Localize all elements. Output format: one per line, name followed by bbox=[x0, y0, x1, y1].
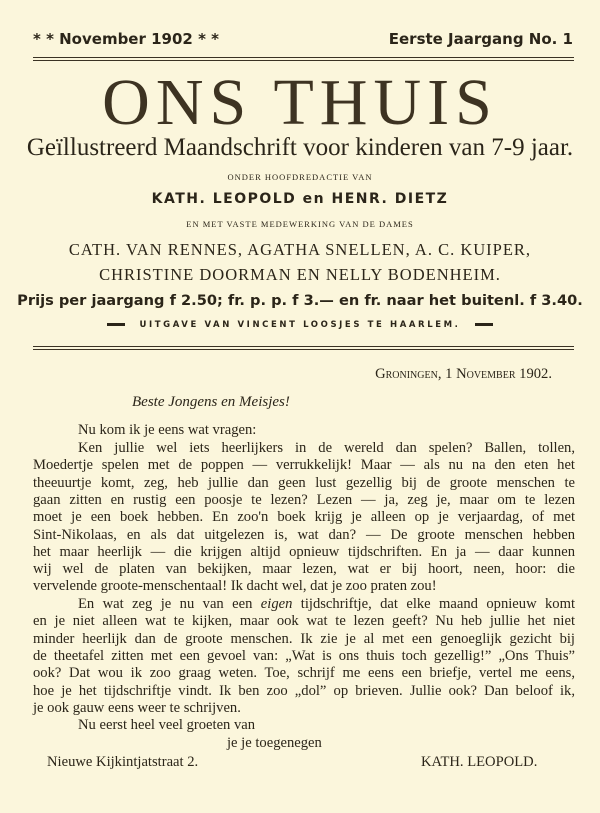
letter-line: Sint-Nikolaas, en als dat uitgelezen is, wat dan? — De groote menschen hebben bbox=[33, 527, 575, 543]
letter-line: je ook gauw eens weer te schrijven. bbox=[33, 700, 241, 716]
letter-line: Ken jullie wel iets heerlijkers in de wereld dan spelen? Ballen, tollen, bbox=[78, 440, 575, 456]
subscription-price: Prijs per jaargang f 2.50; fr. p. p. f 3.— en fr. naar het buitenl. f 3.40. bbox=[17, 292, 583, 309]
dash-ornament bbox=[475, 323, 493, 326]
publication-title: ONS THUIS bbox=[102, 66, 498, 139]
letter-line bbox=[78, 596, 575, 613]
salutation: Beste Jongens en Meisjes! bbox=[132, 394, 290, 410]
text: En wat zeg je nu van een bbox=[78, 596, 253, 612]
letter-line: en je niet alleen wat te kijken, maar ook wat te lezen geeft? Nu heb jullie het niet bbox=[33, 613, 575, 629]
publisher-text: UITGAVE VAN VINCENT LOOSJES TE HAARLEM. bbox=[139, 320, 461, 330]
top-double-rule bbox=[33, 57, 574, 61]
closing: je je toegenegen bbox=[227, 735, 322, 751]
editors-label: ONDER HOOFDREDACTIE VAN bbox=[227, 172, 373, 182]
place-date: Groningen, 1 November 1902. bbox=[375, 366, 552, 382]
volume-number: Eerste Jaargang No. 1 bbox=[388, 30, 573, 48]
letter-line: minder heerlijk dan de groote menschen. Ik zie je al met een genoeglijk gezicht bij bbox=[33, 631, 575, 647]
dash-ornament bbox=[107, 323, 125, 326]
address: Nieuwe Kijkintjatstraat 2. bbox=[47, 754, 199, 770]
letter-line: het maar heerlijk — die krijgen altijd opnieuw tijdschriften. En ja — daar kunnen bbox=[33, 544, 575, 560]
contributors-line-1: CATH. VAN RENNES, AGATHA SNELLEN, A. C. KUIPER, bbox=[68, 240, 532, 259]
editors: KATH. LEOPOLD en HENR. DIETZ bbox=[151, 191, 449, 207]
contributors-label: EN MET VASTE MEDEWERKING VAN DE DAMES bbox=[186, 219, 414, 229]
emphasis: eigen bbox=[260, 596, 293, 612]
letter-line: ook? Dat wou ik zoo graag weten. Toe, schrijf me eens een briefje, vertel me eens, bbox=[33, 665, 575, 681]
signature: KATH. LEOPOLD. bbox=[421, 754, 538, 770]
bottom-double-rule bbox=[33, 346, 574, 350]
letter-line: Moedertje spelen met de poppen — verrukkelijk! Maar — als nu na den eten het bbox=[33, 457, 575, 473]
letter-line: moet je een boek hebben. En zoo'n boek krijg je alleen op je verjaardag, of met bbox=[33, 509, 575, 525]
letter-line: Nu eerst heel veel groeten van bbox=[78, 717, 256, 733]
text: tijdschriftje, dat elke maand opnieuw komt bbox=[300, 596, 576, 612]
letter-line: vervelende groote-menschentaal! Ik dacht wel, dat je zoo praten zou! bbox=[33, 578, 437, 594]
letter-line: hoe je het tijdschriftje vindt. Ik ben zoo „dol” op brieven. Jullie ook? Dan beloof ik, bbox=[33, 683, 575, 699]
subtitle: Geïllustreerd Maandschrift voor kinderen van 7-9 jaar. bbox=[26, 134, 574, 161]
letter-line: gaan zitten en rustig een poosje te lezen? Lezen — ja, zeg je, maar om te lezen bbox=[33, 492, 575, 508]
issue-date: * * November 1902 * * bbox=[33, 30, 219, 48]
letter-line: wij wel de platen van bekijken, maar lezen, wat er bij hoort, neen, hoor: die bbox=[33, 561, 575, 577]
publisher bbox=[0, 320, 600, 330]
contributors-line-2: CHRISTINE DOORMAN EN NELLY BODENHEIM. bbox=[99, 265, 501, 284]
letter-line: theeuurtje komt, zeg, heb jullie dan geen lust gezellig bij de groote menschen te bbox=[33, 475, 575, 491]
letter-line: Nu kom ik je eens wat vragen: bbox=[78, 422, 257, 438]
letter-line: de theetafel zitten met een gevoel van: „Wat is ons thuis toch gezellig!” „Ons Thuis” bbox=[33, 648, 575, 664]
